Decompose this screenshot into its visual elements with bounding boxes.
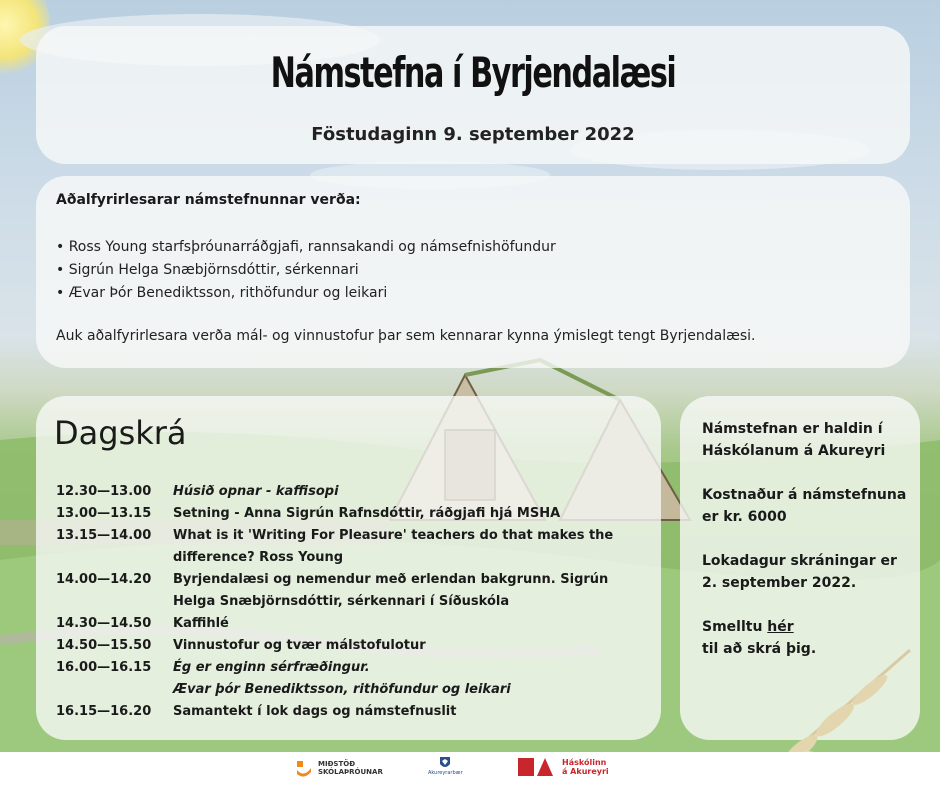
schedule-description: Ævar þór Benediktsson, rithöfundur og leikari — [173, 682, 511, 697]
unak-logo-icon — [518, 758, 554, 776]
register-link[interactable]: hér — [767, 619, 794, 635]
schedule-description: Samantekt í lok dags og námstefnuslit — [173, 704, 457, 719]
schedule-row — [56, 679, 646, 701]
schedule-description: Helga Snæbjörnsdóttir, sérkennari í Síðuskóla — [173, 594, 510, 609]
schedule-description: Vinnustofur og tvær málstofulotur — [173, 638, 426, 653]
schedule-row — [56, 657, 646, 679]
schedule-description: Byrjendalæsi og nemendur með erlendan bakgrunn. Sigrún — [173, 572, 609, 587]
schedule-row — [56, 525, 646, 547]
schedule-row — [56, 591, 646, 613]
akureyri-shield-icon — [439, 756, 451, 770]
speakers-heading: Aðalfyrirlesarar námstefnunnar verða: — [56, 192, 361, 208]
schedule-row — [56, 547, 646, 569]
msd-logo-icon — [296, 758, 312, 778]
register-suffix: til að skrá þig. — [702, 641, 817, 657]
schedule-panel — [36, 396, 661, 740]
schedule-time: 13.00—13.15 — [56, 506, 152, 521]
schedule-time: 13.15—14.00 — [56, 528, 152, 543]
location-text: Námstefnan er haldin í Háskólanum á Akureyri — [702, 421, 886, 459]
workshops-note: Auk aðalfyrirlesara verða mál- og vinnustofur þar sem kennarar kynna ýmislegt tengt Byrjendalæsi. — [56, 328, 756, 344]
msd-logo — [296, 758, 383, 778]
speakers-panel — [36, 176, 910, 368]
schedule-description: Ég er enginn sérfræðingur. — [173, 660, 370, 675]
schedule-time: 14.50—15.50 — [56, 638, 152, 653]
event-date: Föstudaginn 9. september 2022 — [311, 124, 635, 145]
schedule-row — [56, 503, 646, 525]
schedule-row — [56, 569, 646, 591]
msd-logo-line2: SKÓLAÞRÓUNAR — [318, 768, 383, 776]
schedule-list — [56, 481, 646, 723]
schedule-row — [56, 481, 646, 503]
schedule-row — [56, 613, 646, 635]
akureyri-logo-text: Akureyrarbær — [428, 770, 463, 776]
speaker-item: • Ævar Þór Benediktsson, rithöfundur og leikari — [56, 285, 388, 301]
unak-logo-line2: á Akureyri — [562, 767, 609, 776]
deadline-text: Lokadagur skráningar er 2. september 2022. — [702, 553, 897, 591]
speakers-list — [56, 236, 556, 305]
schedule-time — [56, 547, 173, 569]
schedule-time: 16.00—16.15 — [56, 660, 152, 675]
msd-logo-line1: MIÐSTÖÐ — [318, 760, 356, 768]
speaker-item: • Sigrún Helga Snæbjörnsdóttir, sérkennari — [56, 262, 359, 278]
footer — [0, 752, 940, 788]
page-title: Námstefna í Byrjendalæsi — [270, 48, 676, 97]
schedule-time: 12.30—13.00 — [56, 484, 152, 499]
cost-text: Kostnaður á námstefnuna er kr. 6000 — [702, 487, 907, 525]
schedule-time: 14.30—14.50 — [56, 616, 152, 631]
schedule-time — [56, 679, 173, 701]
unak-logo — [518, 758, 609, 776]
schedule-time: 14.00—14.20 — [56, 572, 152, 587]
schedule-description: Húsið opnar - kaffisopi — [173, 484, 339, 499]
schedule-row — [56, 635, 646, 657]
schedule-description: difference? Ross Young — [173, 550, 344, 565]
schedule-description: What is it 'Writing For Pleasure' teachers do that makes the — [173, 528, 614, 543]
schedule-description: Kaffihlé — [173, 616, 229, 631]
schedule-heading: Dagskrá — [54, 414, 187, 452]
schedule-time: 16.15—16.20 — [56, 704, 152, 719]
unak-logo-line1: Háskólinn — [562, 758, 607, 767]
speaker-item: • Ross Young starfsþróunarráðgjafi, rannsakandi og námsefnishöfundur — [56, 239, 556, 255]
header-panel — [36, 26, 910, 164]
schedule-row — [56, 701, 646, 723]
akureyri-logo — [428, 756, 463, 776]
register-prefix: Smelltu — [702, 619, 768, 635]
schedule-description: Setning - Anna Sigrún Rafnsdóttir, ráðgjafi hjá MSHA — [173, 506, 561, 521]
schedule-time — [56, 591, 173, 613]
